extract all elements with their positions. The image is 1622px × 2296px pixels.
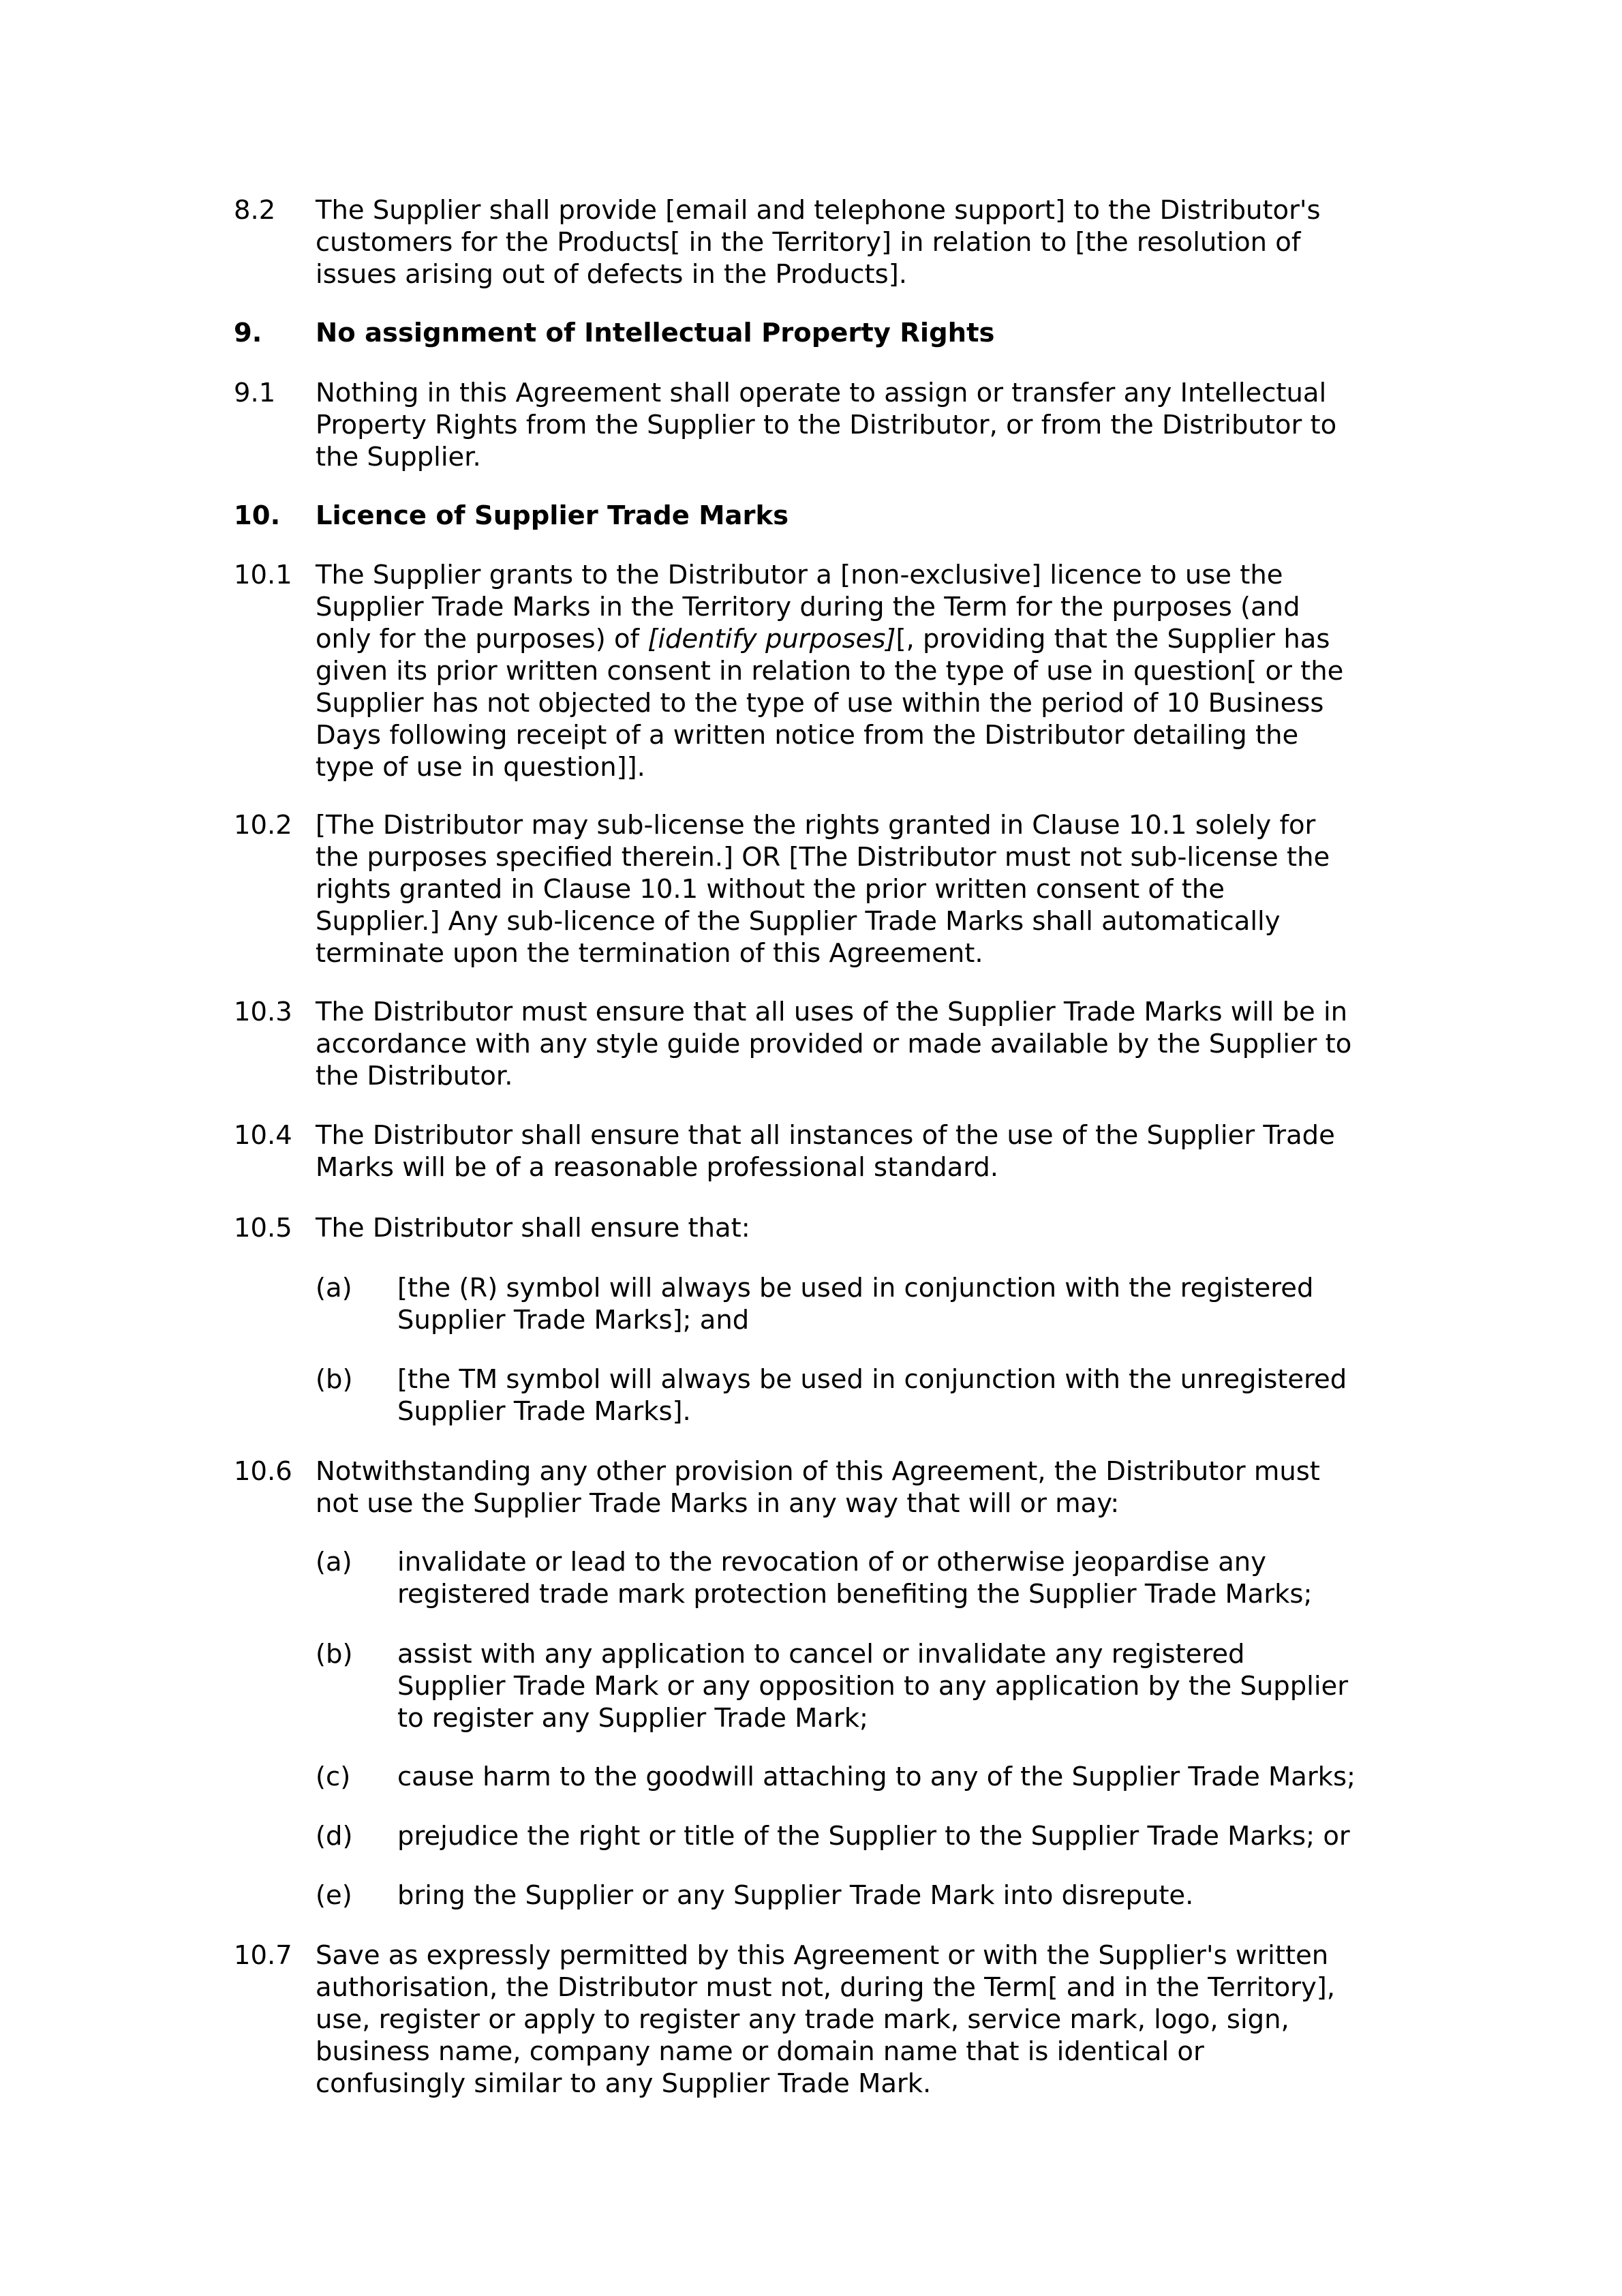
text-line: confusingly similar to any Supplier Trade Mark.: [316, 2068, 932, 2099]
item-label: (c): [316, 1762, 351, 1792]
text-fragment: only for the purposes) of: [316, 624, 648, 654]
text-line: business name, company name or domain name that is identical or: [316, 2036, 1204, 2067]
text-line: accordance with any style guide provided or made available by the Supplier to: [316, 1029, 1352, 1059]
text-line: prejudice the right or title of the Supplier to the Supplier Trade Marks; or: [397, 1821, 1350, 1852]
text-line: [The Distributor may sub-license the rights granted in Clause 10.1 solely for: [316, 810, 1316, 841]
text-line: the Supplier.: [316, 442, 481, 472]
section-title: [316, 317, 1413, 349]
item-label: (a): [316, 1273, 352, 1303]
text-line: invalidate or lead to the revocation of or otherwise jeopardise any: [397, 1547, 1266, 1577]
clause-number: 10.3: [234, 997, 292, 1027]
text-line: use, register or apply to register any trade mark, service mark, logo, sign,: [316, 2004, 1289, 2035]
clause-text: [316, 194, 1413, 290]
text-line: type of use in question]].: [316, 752, 645, 783]
item-text: [397, 1820, 1413, 1852]
text-line: Property Rights from the Supplier to the Distributor, or from the Distributor to: [316, 410, 1337, 440]
clause-number: 10.5: [234, 1213, 292, 1243]
item-label: (d): [316, 1821, 353, 1852]
text-line: [the TM symbol will always be used in conjunction with the unregistered: [397, 1364, 1347, 1395]
item-label: (a): [316, 1547, 352, 1577]
text-line: terminate upon the termination of this Agreement.: [316, 938, 983, 969]
text-line: Marks will be of a reasonable professional standard.: [316, 1152, 999, 1183]
item-text: [397, 1272, 1413, 1336]
text-line: Supplier Trade Mark or any opposition to any application by the Supplier: [397, 1671, 1349, 1702]
item-label: (b): [316, 1639, 353, 1670]
placeholder-text: [identify purposes]: [647, 624, 896, 654]
item-text: [397, 1879, 1413, 1912]
text-line: the Distributor.: [316, 1061, 513, 1091]
text-fragment: [, providing that the Supplier has: [896, 624, 1330, 654]
item-text: [397, 1638, 1413, 1734]
clause-text: [316, 559, 1413, 783]
clause-number: 10.1: [234, 560, 292, 590]
text-line: Nothing in this Agreement shall operate to assign or transfer any Intellectual: [316, 378, 1327, 408]
item-label: (b): [316, 1364, 353, 1395]
item-text: [397, 1761, 1413, 1793]
text-line: [316, 623, 1413, 655]
clause-number: 10.6: [234, 1456, 292, 1487]
text-line: Supplier Trade Marks in the Territory during the Term for the purposes (and: [316, 592, 1300, 622]
text-line: rights granted in Clause 10.1 without the prior written consent of the: [316, 874, 1225, 905]
text-line: The Supplier shall provide [email and telephone support] to the Distributor's: [316, 195, 1321, 226]
clause-text: [316, 1939, 1413, 2100]
text-line: The Distributor shall ensure that:: [316, 1213, 750, 1243]
text-line: customers for the Products[ in the Territory] in relation to [the resolution of: [316, 227, 1301, 258]
text-line: Licence of Supplier Trade Marks: [316, 500, 789, 531]
text-line: Supplier Trade Marks].: [397, 1396, 691, 1427]
clause-number: 10.7: [234, 1940, 292, 1971]
clause-text: [316, 377, 1413, 473]
clause-text: [316, 1455, 1413, 1520]
section-title: [316, 500, 1413, 532]
clause-text: [316, 1212, 1413, 1244]
text-line: bring the Supplier or any Supplier Trade Mark into disrepute.: [397, 1880, 1194, 1911]
clause-text: [316, 809, 1413, 969]
item-label: (e): [316, 1880, 352, 1911]
clause-number: 9.1: [234, 378, 276, 408]
clause-number: 10.4: [234, 1120, 292, 1151]
text-line: Notwithstanding any other provision of this Agreement, the Distributor must: [316, 1456, 1320, 1487]
text-line: authorisation, the Distributor must not, during the Term[ and in the Territory],: [316, 1972, 1335, 2003]
text-line: Supplier Trade Marks]; and: [397, 1305, 750, 1335]
text-line: to register any Supplier Trade Mark;: [397, 1703, 869, 1734]
text-line: The Supplier grants to the Distributor a [non-exclusive] licence to use the: [316, 560, 1283, 590]
item-text: [397, 1363, 1413, 1428]
text-line: The Distributor must ensure that all uses of the Supplier Trade Marks will be in: [316, 997, 1348, 1027]
text-line: Save as expressly permitted by this Agreement or with the Supplier's written: [316, 1940, 1329, 1971]
clause-text: [316, 996, 1413, 1092]
section-number: 9.: [234, 318, 262, 348]
text-line: the purposes specified therein.] OR [The Distributor must not sub-license the: [316, 842, 1330, 873]
text-line: not use the Supplier Trade Marks in any way that will or may:: [316, 1488, 1120, 1519]
text-line: No assignment of Intellectual Property Rights: [316, 318, 995, 348]
clause-number: 10.2: [234, 810, 292, 841]
clause-text: [316, 1119, 1413, 1183]
text-line: Days following receipt of a written notice from the Distributor detailing the: [316, 720, 1299, 751]
item-text: [397, 1546, 1413, 1610]
text-line: cause harm to the goodwill attaching to any of the Supplier Trade Marks;: [397, 1762, 1356, 1792]
text-line: The Distributor shall ensure that all instances of the use of the Supplier Trade: [316, 1120, 1335, 1151]
text-line: assist with any application to cancel or invalidate any registered: [397, 1639, 1245, 1670]
text-line: given its prior written consent in relation to the type of use in question[ or the: [316, 656, 1344, 686]
section-number: 10.: [234, 500, 281, 531]
text-line: registered trade mark protection benefiting the Supplier Trade Marks;: [397, 1579, 1313, 1610]
clause-number: 8.2: [234, 195, 276, 226]
text-line: issues arising out of defects in the Products].: [316, 259, 907, 290]
text-line: Supplier.] Any sub-licence of the Supplier Trade Marks shall automatically: [316, 906, 1281, 937]
text-line: Supplier has not objected to the type of use within the period of 10 Business: [316, 688, 1324, 719]
text-line: [the (R) symbol will always be used in conjunction with the registered: [397, 1273, 1314, 1303]
